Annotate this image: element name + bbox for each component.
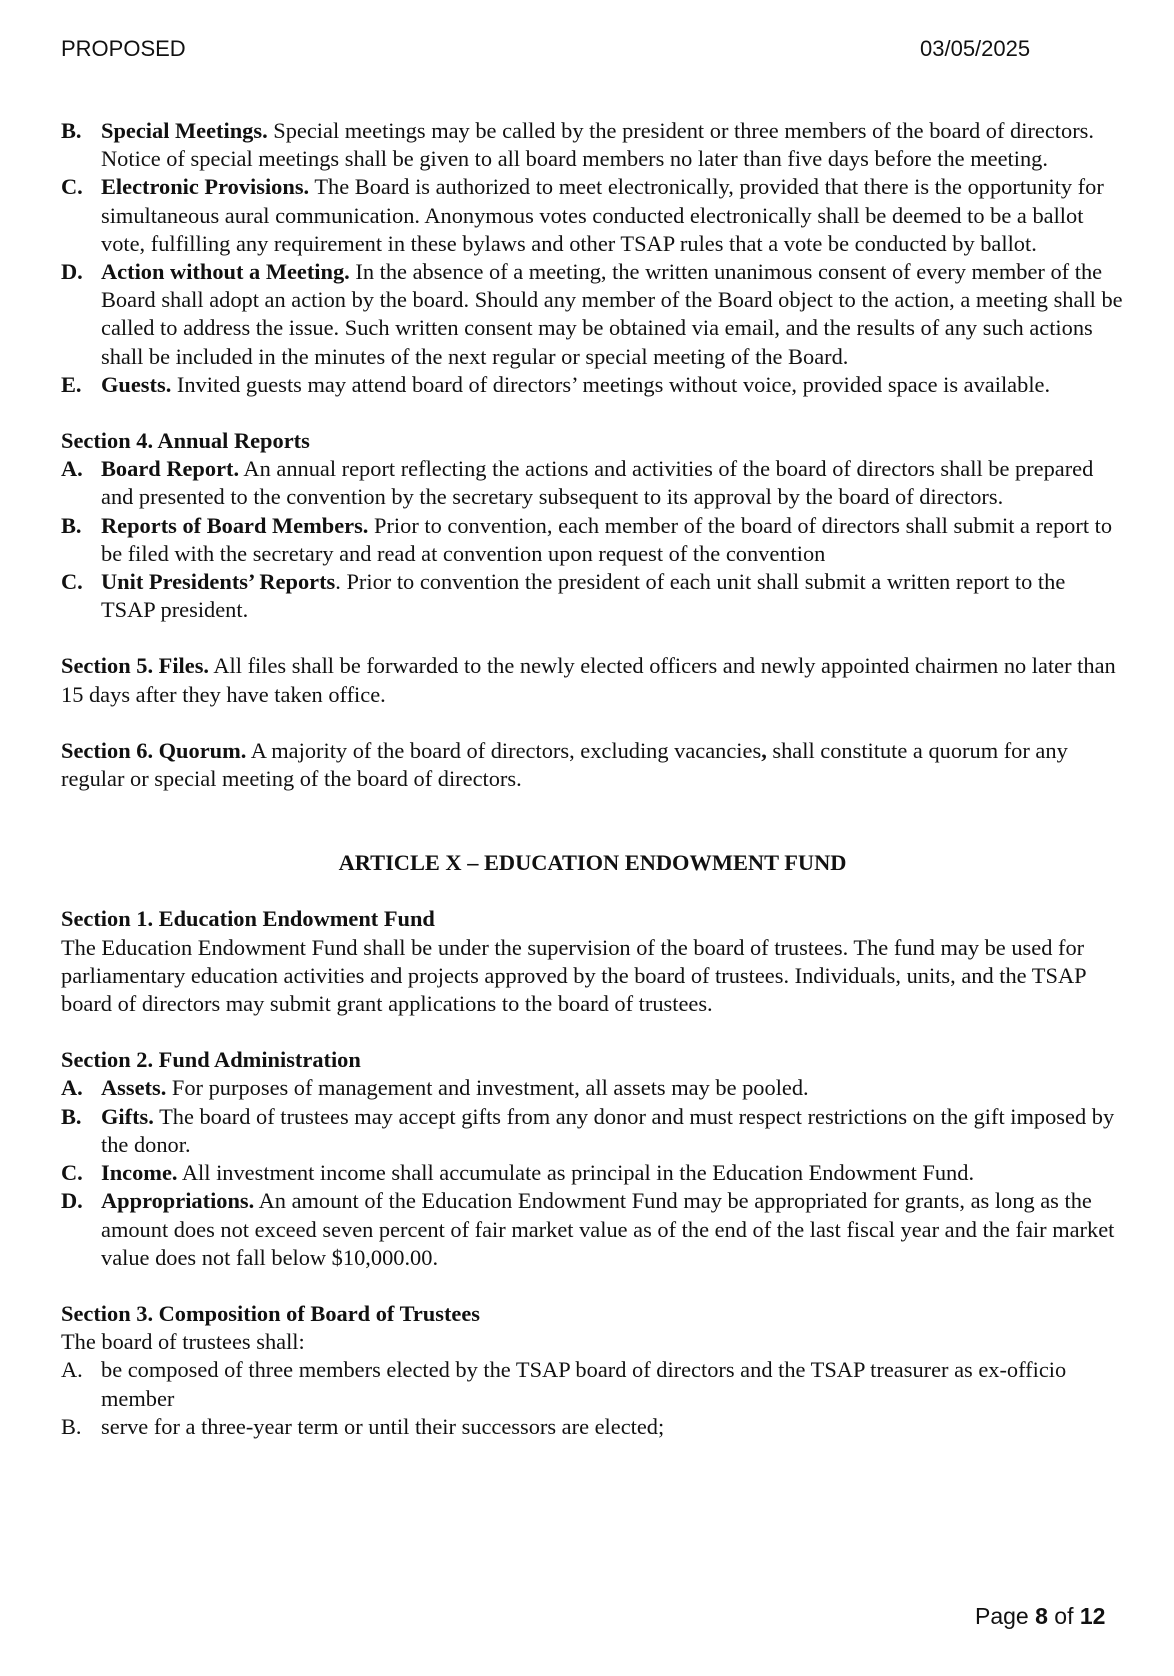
article-heading: ARTICLE X – EDUCATION ENDOWMENT FUND	[338, 850, 847, 876]
item-title: Income.	[101, 1160, 178, 1186]
item-text: All investment income shall accumulate as principal in the Education Endowment Fund.	[177, 1160, 975, 1186]
list-item	[61, 1103, 1124, 1159]
item-text: Prior to convention, each member of the board of directors shall submit a report to be filed with the secretary and read at convention upon request of the convention	[101, 512, 1113, 566]
document-body	[61, 117, 1124, 1441]
article-section-3-heading: Section 3. Composition of Board of Trustees	[61, 1300, 480, 1326]
item-title: Action without a Meeting.	[101, 259, 350, 285]
item-text: Invited guests may attend board of directors’ meetings without voice, provided space is available.	[171, 371, 1051, 397]
item-title: Unit Presidents’ Reports	[101, 569, 336, 595]
section-text: shall constitute a quorum for any regular or special meeting of the board of directors.	[61, 737, 1068, 792]
section-4-heading: Section 4. Annual Reports	[61, 428, 310, 454]
item-text: For purposes of management and investment, all assets may be pooled.	[166, 1075, 809, 1101]
list-item	[61, 371, 1124, 399]
article-section-3-intro: The board of trustees shall:	[61, 1329, 305, 1355]
item-title: Reports of Board Members.	[101, 512, 369, 538]
section-text: A majority of the board of directors, excluding vacancies	[246, 737, 762, 763]
item-label: A.	[61, 1357, 83, 1383]
item-label: C.	[61, 174, 83, 200]
item-label: B.	[61, 1103, 82, 1129]
list-item	[61, 1074, 1124, 1102]
item-label: B.	[61, 118, 82, 143]
item-text: Special meetings may be called by the president or three members of the board of directors. Notice of special meetings shall be given to all board members no later than five days before the meeting.	[101, 118, 1094, 172]
list-item	[61, 568, 1124, 624]
item-title: Gifts.	[101, 1103, 154, 1129]
item-label: E.	[61, 371, 82, 397]
section-title: Section 5. Files.	[61, 653, 210, 679]
item-text: In the absence of a meeting, the written unanimous consent of every member of the Board shall adopt an action by the board. Should any member of the Board object to the action, a meeting shall be called to address the issue. Such written consent may be obtained via email, and the results of any such actions shall be included in the minutes of the next regular or special meeting of the Board.	[101, 259, 1123, 369]
list-item	[61, 1159, 1124, 1187]
section-text: All files shall be forwarded to the newly elected officers and newly appointed chairmen no later than 15 days after they have taken office.	[61, 653, 1116, 707]
item-label: D.	[61, 1188, 83, 1214]
item-label: B.	[61, 1413, 82, 1439]
header-date: 03/05/2025	[920, 36, 1031, 61]
item-title: Assets.	[101, 1075, 167, 1101]
item-label: A.	[61, 1075, 83, 1101]
item-title: Electronic Provisions.	[101, 174, 310, 200]
article-section-2-heading: Section 2. Fund Administration	[61, 1047, 361, 1073]
item-label: C.	[61, 569, 83, 595]
item-label: D.	[61, 259, 83, 285]
list-item	[61, 455, 1124, 511]
article-section-1-text: The Education Endowment Fund shall be under the supervision of the board of trustees. The fund may be used for parliamentary education activities and projects approved by the board of trustees. Individuals, units, and the TSAP board of directors may submit grant applications to the board of trustees.	[61, 934, 1086, 1017]
section-5-paragraph	[61, 652, 1124, 708]
section-title: Section 6. Quorum.	[61, 737, 247, 763]
item-text: The board of trustees may accept gifts from any donor and must respect restrictions on the gift imposed by the donor.	[101, 1103, 1115, 1157]
item-text: serve for a three-year term or until their successors are elected;	[101, 1413, 665, 1439]
page-number: Page 8 of 12	[975, 1603, 1106, 1629]
item-label: B.	[61, 512, 82, 538]
list-item	[61, 117, 1124, 173]
header-status: PROPOSED	[61, 36, 186, 61]
item-text: be composed of three members elected by the TSAP board of directors and the TSAP treasurer as ex-officio member	[101, 1357, 1067, 1411]
item-text: An annual report reflecting the actions and activities of the board of directors shall be prepared and presented to the convention by the secretary subsequent to its approval by the board of directors.	[101, 456, 1094, 510]
list-item	[61, 1187, 1124, 1272]
list-item	[61, 173, 1124, 258]
item-text: An amount of the Education Endowment Fund may be appropriated for grants, as long as the amount does not exceed seven percent of fair market value as of the end of the last fiscal year and the fair market value does not fall below $10,000.00.	[101, 1188, 1115, 1270]
list-item	[61, 258, 1124, 371]
item-title: Special Meetings.	[101, 118, 268, 143]
item-title: Appropriations.	[101, 1188, 255, 1214]
item-title: Board Report.	[101, 456, 240, 482]
item-label: A.	[61, 456, 83, 482]
list-item	[61, 512, 1124, 568]
list-item	[61, 1356, 1124, 1412]
article-section-1-heading: Section 1. Education Endowment Fund	[61, 906, 435, 932]
section-comma: ,	[761, 737, 767, 763]
list-item	[61, 1413, 1124, 1441]
item-text: . Prior to convention the president of each unit shall submit a written report to the TSAP president.	[101, 569, 1066, 623]
item-label: C.	[61, 1160, 83, 1186]
item-text: The Board is authorized to meet electronically, provided that there is the opportunity for simultaneous aural communication. Anonymous votes conducted electronically shall be deemed to be a ballot vote, fulfilling any requirement in these bylaws and other TSAP rules that a vote be conducted by ballot.	[101, 174, 1104, 256]
section-6-paragraph	[61, 737, 1124, 793]
item-title: Guests.	[101, 371, 172, 397]
